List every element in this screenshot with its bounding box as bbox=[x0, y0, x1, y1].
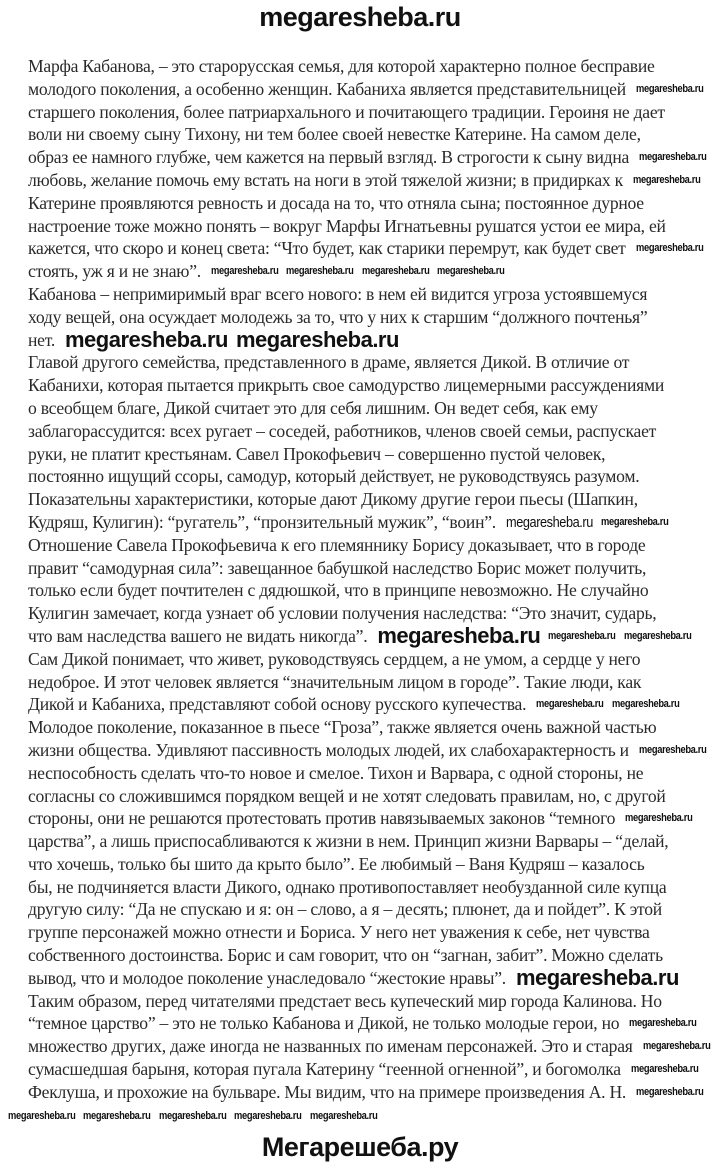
text-line: согласны со сложившимся порядком вещей и не хотят следовать правилам, но, с другой bbox=[28, 785, 666, 806]
watermark: megaresheba.ru bbox=[632, 173, 701, 186]
watermark: megaresheba.ru bbox=[611, 698, 680, 711]
text-line: Отношение Савела Прокофьевича к его племяннику Борису доказывает, что в городе bbox=[28, 534, 646, 555]
text-line: Дикой и Кабаниха, представляют собой основу русского купечества. bbox=[28, 694, 527, 715]
text-line: воли ни своему сыну Тихону, ни тем более своей невестке Катерине. На самом деле, bbox=[28, 124, 641, 145]
watermark: megaresheba.ru bbox=[309, 1110, 378, 1123]
text-line: Главой другого семейства, представленного в драме, является Дикой. В отличие от bbox=[28, 352, 630, 373]
text-line: Кулигин замечает, когда узнает об условии получения наследства: “Это значит, сударь, bbox=[28, 603, 657, 624]
text-line: царства”, а лишь приспосабливаются к жизни в нем. Принцип жизни Варвары – “делай, bbox=[28, 831, 669, 852]
text-line: только если будет почтителен с дядюшкой, что в принципе невозможно. Не случайно bbox=[28, 580, 649, 601]
text-line: старшего поколения, более патриархального и почитающего традиции. Героиня не дает bbox=[28, 101, 665, 122]
watermark: megaresheba.ru bbox=[234, 1110, 302, 1123]
text-line: что хочешь, только бы шито да крыто было”. Ее любимый – Ваня Кудряш – казалось bbox=[28, 853, 645, 874]
text-line: образ ее намного глубже, чем кажется на первый взгляд. В строгости к сыну видна bbox=[28, 147, 630, 168]
text-line: Марфа Кабанова, – это старорусская семья, для которой характерно полное бесправие bbox=[28, 56, 655, 76]
text-line: нет. bbox=[28, 329, 55, 350]
text-line: Кудряш, Кулигин): “ругатель”, “пронзительный мужик”, “воин”. bbox=[28, 511, 496, 532]
text-line: стоять, уж я и не знаю”. bbox=[28, 261, 201, 282]
text-line: Таким образом, перед читателями предстает весь купеческий мир города Калинова. Но bbox=[28, 990, 662, 1011]
text-line: бы, не подчиняется власти Дикого, однако противопоставляет необузданной силе купца bbox=[28, 876, 667, 897]
watermark: megaresheba.ru bbox=[625, 812, 693, 825]
text-line: группе персонажей можно отнести и Бориса. У него нет уважения к себе, нет чувства bbox=[28, 922, 650, 943]
site-header: megaresheba.ru bbox=[259, 2, 461, 32]
text-line: кажется, что скоро и конец света: “Что будет, как старики перемрут, как будет свет bbox=[28, 238, 626, 259]
text-line: другую силу: “Да не спускаю и я: он – слово, а я – десять; плюнет, да и пойдет”. К этой bbox=[28, 899, 662, 920]
watermark: megaresheba.ru bbox=[515, 965, 679, 991]
document-body bbox=[28, 55, 668, 1104]
watermark: megaresheba.ru bbox=[65, 326, 228, 352]
watermark: megaresheba.ru bbox=[235, 326, 399, 352]
text-line: вывод, что и молодое поколение унаследовало “жестокие нравы”. bbox=[28, 967, 506, 988]
text-line: руки, не платит крестьянам. Савел Прокофьевич – совершенно пустой человек, bbox=[28, 443, 606, 464]
text-line: множество других, даже иногда не названных по именам персонажей. Это и старая bbox=[28, 1036, 633, 1057]
watermark: megaresheba.ru bbox=[636, 1085, 704, 1098]
text-line: Катерине проявляются ревность и досада на то, что отняла сына; постоянное дурное bbox=[28, 192, 644, 213]
text-line: недоброе. И этот человек является “значительным лицом в городе”. Такие люди, как bbox=[28, 671, 642, 692]
text-line: Молодое поколение, показанное в пьесе “Гроза”, также является очень важной частью bbox=[28, 717, 657, 738]
watermark: megaresheba.ru bbox=[600, 515, 669, 528]
watermark: megaresheba.ru bbox=[629, 1017, 697, 1030]
watermark: megaresheba.ru bbox=[635, 242, 704, 255]
text-line: неспособность сделать что-то новое и смелое. Тихон и Варвара, с одной стороны, не bbox=[28, 762, 644, 783]
watermark: megaresheba.ru bbox=[548, 629, 616, 642]
watermark: megaresheba.ru bbox=[83, 1110, 151, 1123]
text-line: Показательны характеристики, которые дают Дикому другие герои пьесы (Шапкин, bbox=[28, 489, 638, 510]
text-line: о всеобщем благе, Дикой считает это для себя лишним. Он ведет себя, как ему bbox=[28, 397, 598, 418]
text-line: сумасшедшая барыня, которая пугала Катерину “геенной огненной”, и богомолка bbox=[28, 1059, 621, 1080]
site-footer: Мегарешеба.ру bbox=[261, 1132, 459, 1162]
text-line: Кабанихи, которая пытается прикрыть свое самодурство лицемерными рассуждениями bbox=[28, 375, 665, 396]
watermark: megaresheba.ru bbox=[437, 265, 505, 278]
watermark: megaresheba.ru bbox=[8, 1110, 76, 1123]
text-line: что вам наследства вашего не видать никогда”. bbox=[28, 625, 368, 646]
watermark: megaresheba.ru bbox=[210, 265, 279, 278]
text-line: жизни общества. Удивляют пассивность молодых людей, их слабохарактерность и bbox=[28, 739, 629, 760]
watermark: megaresheba.ru bbox=[377, 623, 541, 649]
watermark: megaresheba.ru bbox=[158, 1110, 227, 1123]
watermark: megaresheba.ru bbox=[638, 743, 707, 756]
watermark: megaresheba.ru bbox=[536, 698, 604, 711]
text-line: Сам Дикой понимает, что живет, руководствуясь сердцем, а не умом, а сердце у него bbox=[28, 648, 641, 669]
watermark: megaresheba.ru bbox=[361, 265, 430, 278]
text-line: Кабанова – непримиримый враг всего нового: в нем ей видится угроза устоявшемуся bbox=[28, 283, 648, 304]
text-line: ходу вещей, она осуждает молодежь за то, что у них к старшим “должного почтенья” bbox=[28, 306, 648, 327]
text-line: постоянно ищущий ссоры, самодур, который действует, не руководствуясь разумом. bbox=[28, 466, 640, 487]
text-line: настроение тоже можно понять – вокруг Марфы Игнатьевны рушатся устои ее мира, ей bbox=[28, 215, 666, 236]
watermark: megaresheba.ru bbox=[286, 265, 354, 278]
watermark: megaresheba.ru bbox=[630, 1062, 699, 1075]
text-line: Феклуша, и прохожие на бульваре. Мы видим, что на примере произведения А. Н. bbox=[28, 1081, 627, 1102]
watermark: megaresheba.ru bbox=[642, 1040, 711, 1053]
watermark: megaresheba.ru bbox=[639, 151, 707, 164]
text-line: молодого поколения, а особенно женщин. Кабаниха является представительницей bbox=[28, 78, 626, 99]
text-line: правит “самодурная сила”: завещанное бабушкой наследство Борис может получить, bbox=[28, 557, 647, 578]
text-line: заблагорассудится: всех ругает – соседей, работников, членов своей семьи, распускает bbox=[28, 420, 657, 441]
watermark: megaresheba.ru bbox=[635, 82, 704, 95]
text-line: “темное царство” – это не только Кабанова и Дикой, не только молодые герои, но bbox=[28, 1013, 620, 1034]
watermark: megaresheba.ru bbox=[623, 629, 692, 642]
text-line: собственного достоинства. Борис и сам говорит, что он “загнан, забит”. Можно сделать bbox=[28, 945, 663, 966]
text-line: стороны, они не решаются протестовать против навязываемых законов “темного bbox=[28, 808, 616, 829]
watermark: megaresheba.ru bbox=[505, 513, 593, 531]
text-line: любовь, желание помочь ему встать на ноги в этой тяжелой жизни; в придирках к bbox=[28, 169, 623, 190]
